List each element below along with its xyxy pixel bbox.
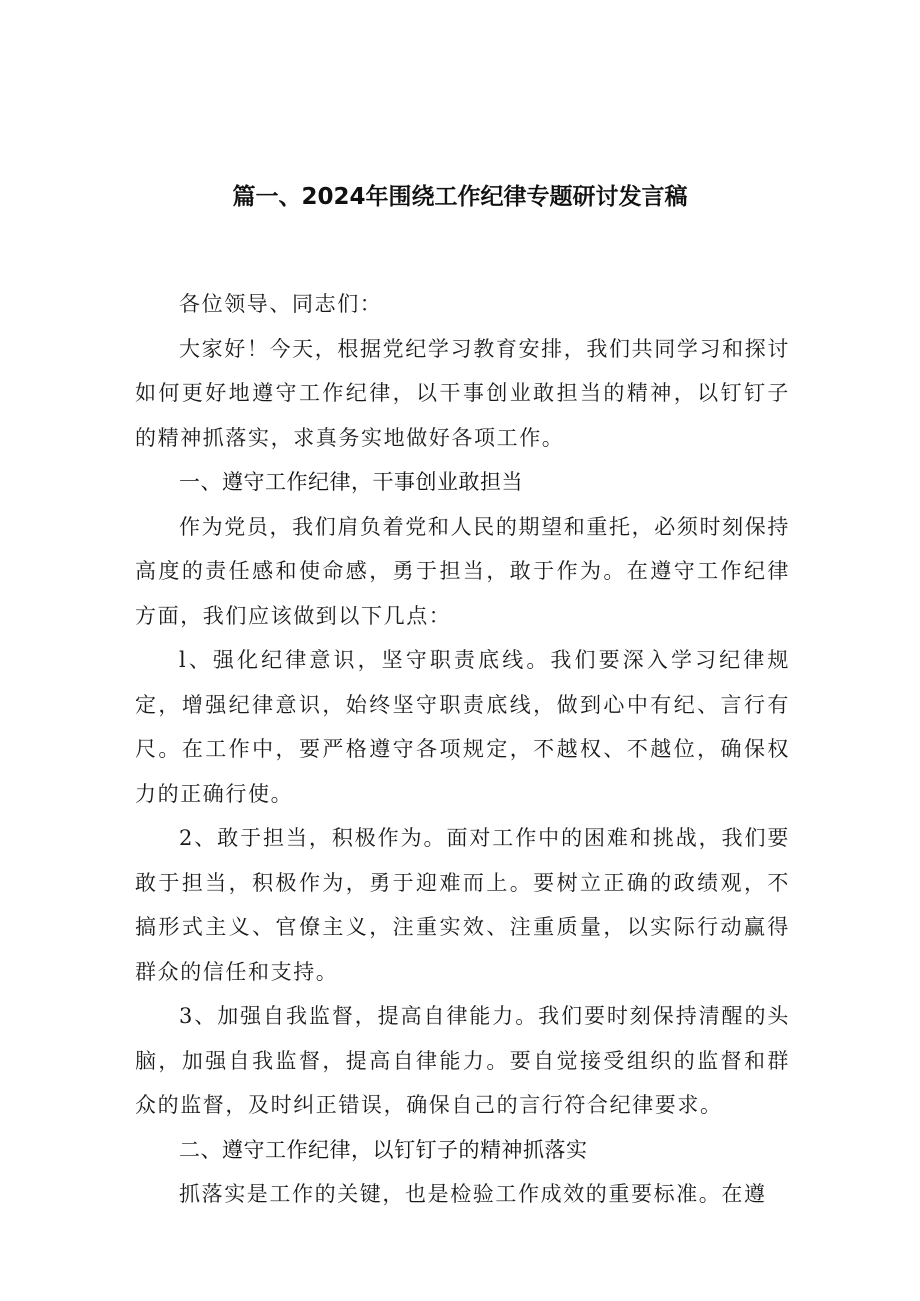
paragraph-section-2-intro: 抓落实是工作的关键，也是检验工作成效的重要标准。在遵 <box>179 1182 767 1206</box>
paragraph-point-1: l、强化纪律意识，坚守职责底线。我们要深入学习纪律规定，增强纪律意识，始终坚守职责底线，做到心中有纪、言行有尺。在工作中，要严格遵守各项规定，不越权、不越位，确保权力的正确行使。 <box>135 648 790 806</box>
document-title: 篇一、2024年围绕工作纪律专题研讨发言稿 <box>232 184 688 210</box>
salutation: 各位领导、同志们： <box>179 292 383 316</box>
paragraph-intro: 大家好！今天，根据党纪学习教育安排，我们共同学习和探讨如何更好地遵守工作纪律，以干事创业敢担当的精神，以钉钉子的精神抓落实，求真务实地做好各项工作。 <box>135 336 790 450</box>
paragraph-point-2: 2、敢于担当，积极作为。面对工作中的困难和挑战，我们要敢于担当，积极作为，勇于迎难而上。要树立正确的政绩观，不搞形式主义、官僚主义，注重实效、注重质量，以实际行动赢得群众的信任和支持。 <box>135 826 790 984</box>
paragraph-point-3: 3、加强自我监督，提高自律能力。我们要时刻保持清醒的头脑，加强自我监督，提高自律能力。要自觉接受组织的监督和群众的监督，及时纠正错误，确保自己的言行符合纪律要求。 <box>135 1004 790 1117</box>
section-heading-1: 一、遵守工作纪律，干事创业敢担当 <box>179 470 523 494</box>
document-body <box>135 282 790 1217</box>
section-heading-2: 二、遵守工作纪律，以钉钉子的精神抓落实 <box>179 1137 588 1162</box>
paragraph-section-1-intro: 作为党员，我们肩负着党和人民的期望和重托，必须时刻保持高度的责任感和使命感，勇于担当，敢于作为。在遵守工作纪律方面，我们应该做到以下几点： <box>135 514 790 628</box>
